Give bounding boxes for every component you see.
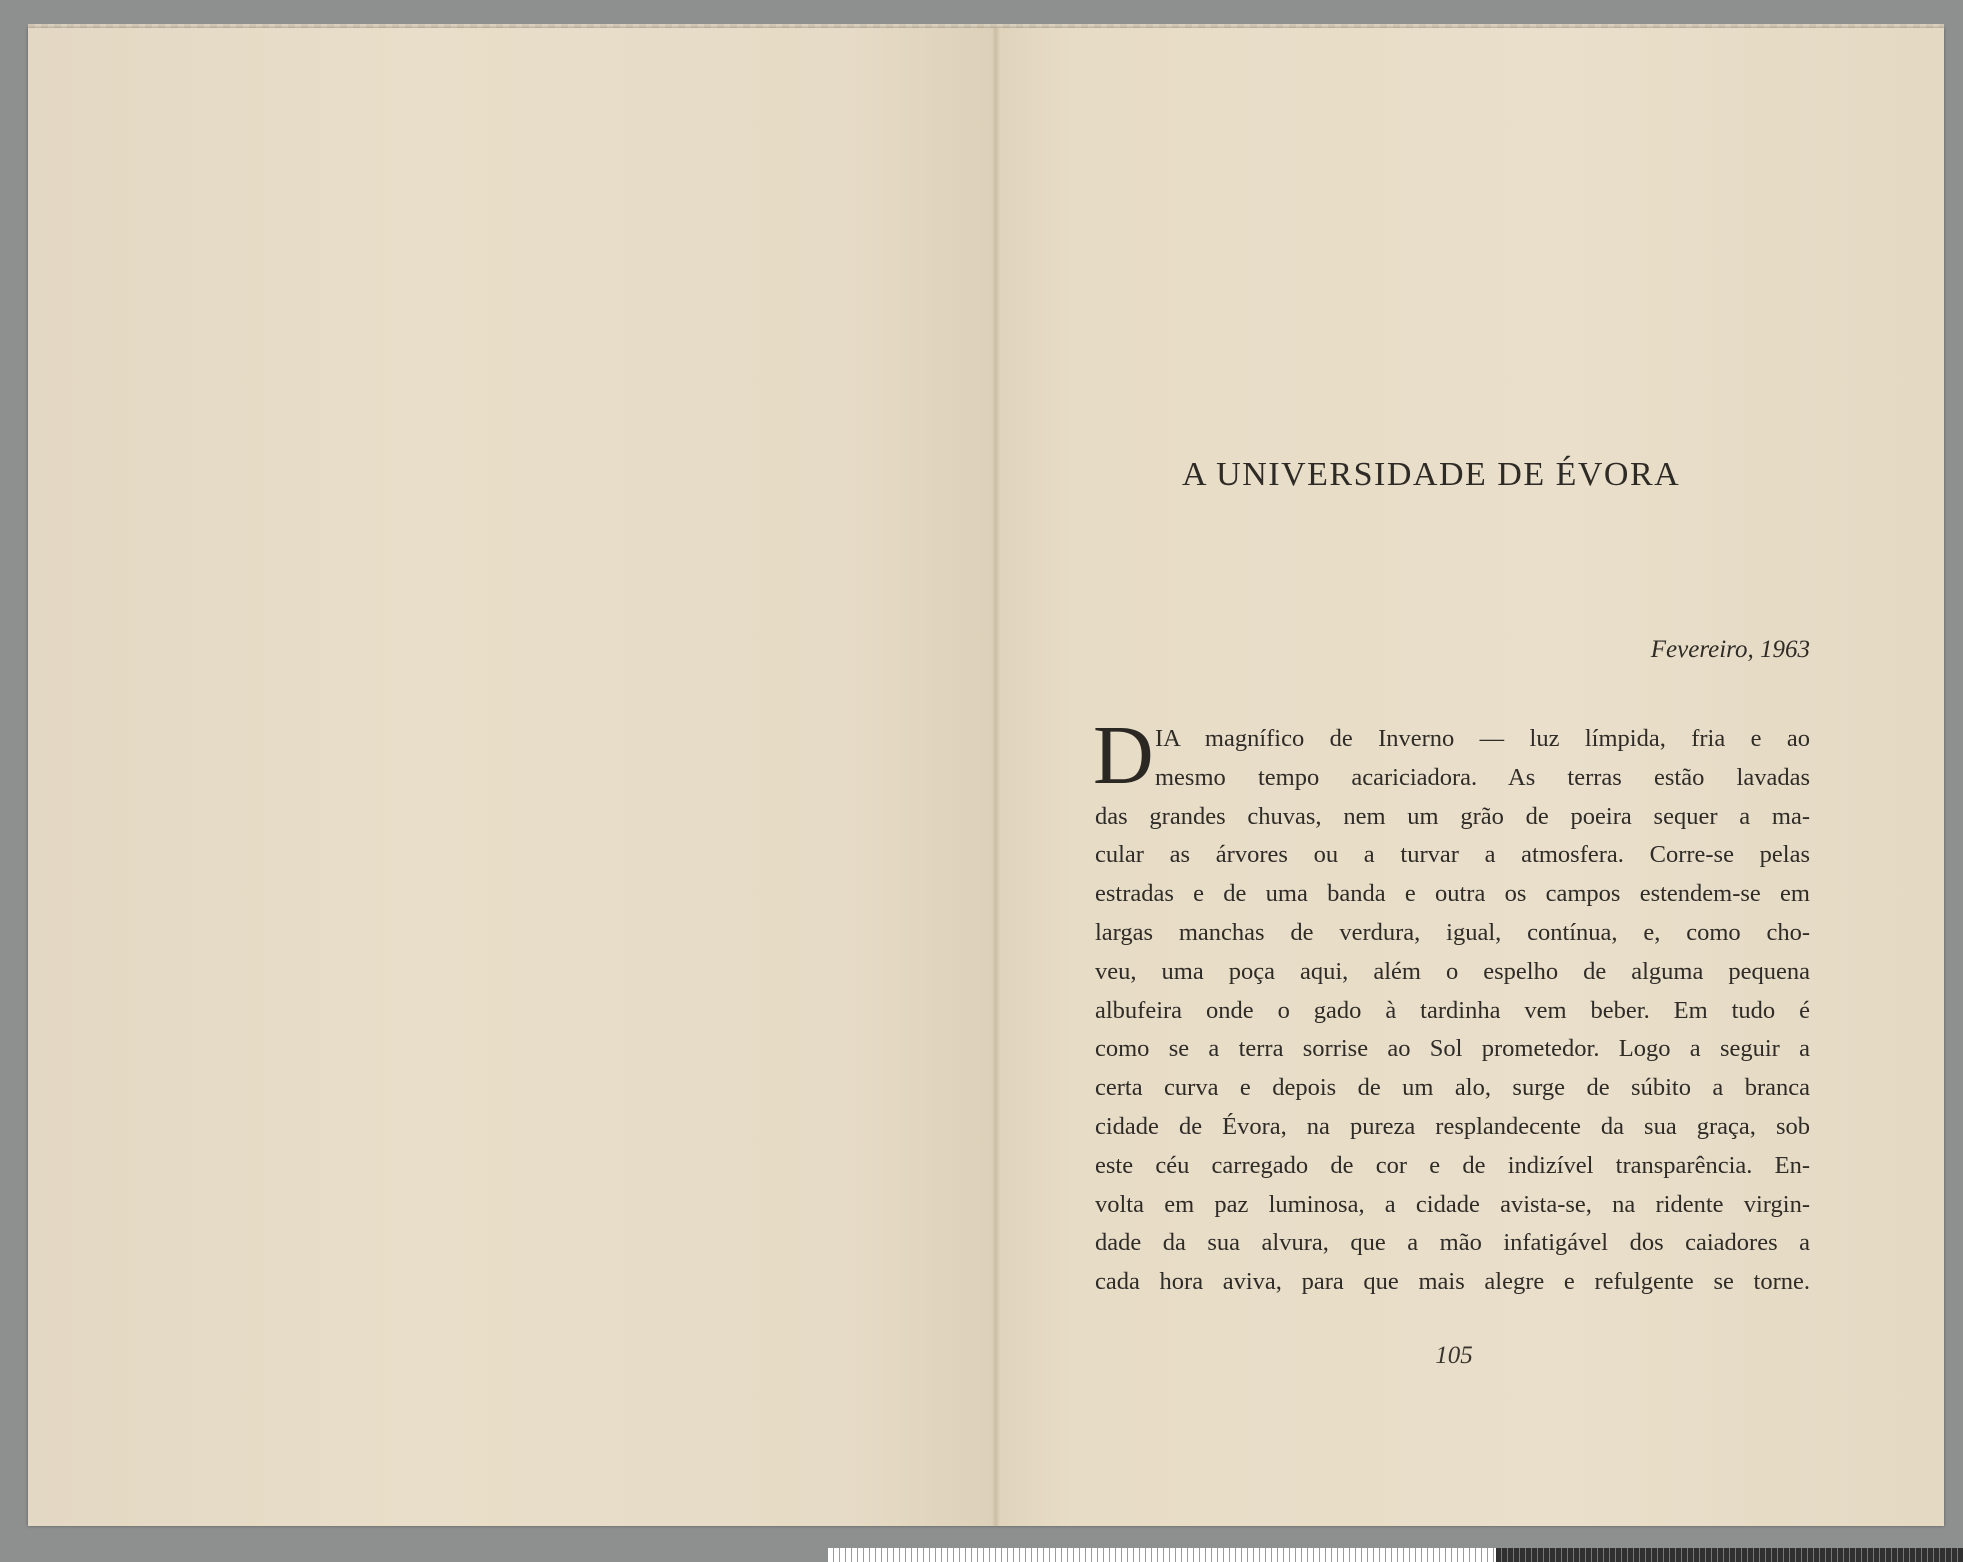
text-line: albufeira onde o gado à tardinha vem beber. Em tudo é — [1095, 996, 1810, 1024]
text-line: este céu carregado de cor e de indizível transparência. En- — [1095, 1151, 1810, 1179]
chapter-date: Fevereiro, 1963 — [1650, 636, 1810, 663]
text-line: cidade de Évora, na pureza resplandecente da sua graça, sob — [1095, 1112, 1810, 1140]
chapter-title: A UNIVERSIDADE DE ÉVORA — [1182, 456, 1681, 493]
body-paragraph — [1095, 720, 1810, 1302]
text-line: largas manchas de verdura, igual, contínua, e, como cho- — [1095, 918, 1810, 946]
scan-scale-bar-dark — [1496, 1548, 1963, 1562]
drop-cap-letter: D — [1093, 709, 1154, 802]
text-line: IA magnífico de Inverno — luz límpida, fria e ao — [1155, 725, 1810, 752]
page-number: 105 — [1435, 1342, 1473, 1369]
text-line: mesmo tempo acariciadora. As terras estão lavadas — [1155, 763, 1810, 791]
left-page-blank — [28, 28, 996, 1526]
text-line: dade da sua alvura, que a mão infatigável dos caiadores a — [1095, 1229, 1810, 1257]
text-line: volta em paz luminosa, a cidade avista-se, na ridente virgin- — [1095, 1190, 1810, 1218]
text-line: das grandes chuvas, nem um grão de poeira sequer a ma- — [1095, 802, 1810, 830]
text-line: cular as árvores ou a turvar a atmosfera. Corre-se pelas — [1095, 841, 1810, 869]
book-gutter — [992, 28, 1000, 1526]
text-line: como se a terra sorrise ao Sol prometedor. Logo a seguir a — [1095, 1035, 1810, 1063]
text-line: certa curva e depois de um alo, surge de súbito a branca — [1095, 1074, 1810, 1102]
text-line: cada hora aviva, para que mais alegre e refulgente se torne. — [1095, 1268, 1810, 1296]
text-line: estradas e de uma banda e outra os campos estendem-se em — [1095, 880, 1810, 908]
text-line: veu, uma poça aqui, além o espelho de alguma pequena — [1095, 957, 1810, 985]
